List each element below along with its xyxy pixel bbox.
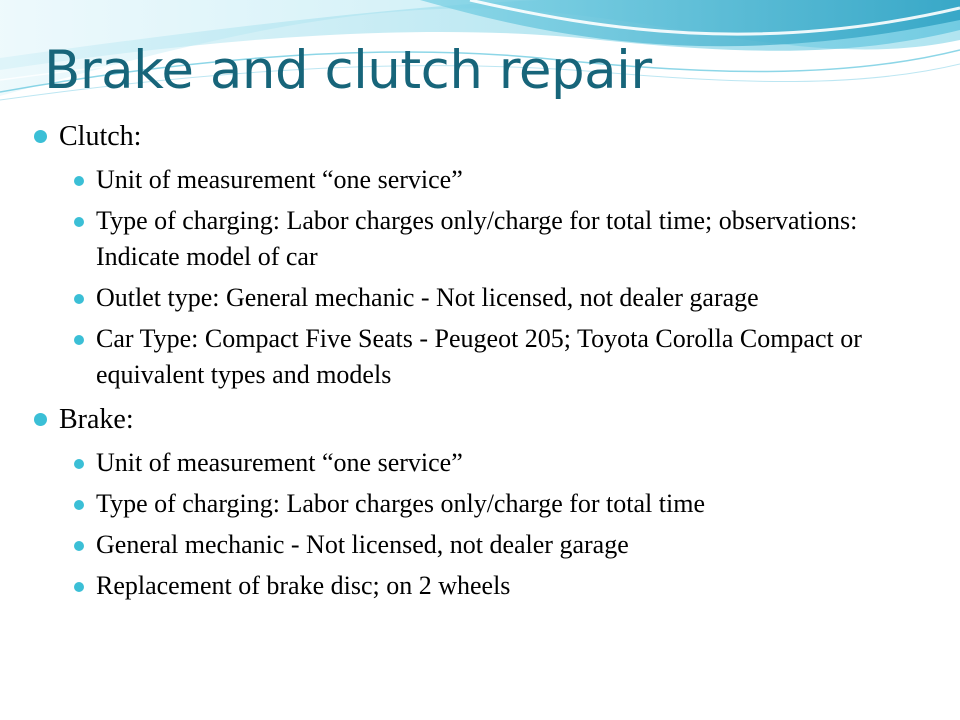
slide-title: Brake and clutch repair: [44, 40, 652, 101]
list-item-text: Unit of measurement “one service”: [96, 165, 463, 194]
bullet-icon: [34, 413, 47, 426]
list-item: [96, 486, 934, 522]
list-item-text: Outlet type: General mechanic - Not licensed, not dealer garage: [96, 283, 759, 312]
clutch-items: [34, 162, 934, 393]
section-heading-text: Brake:: [59, 404, 134, 435]
bullet-icon: [74, 500, 84, 510]
list-item-text: Car Type: Compact Five Seats - Peugeot 205; Toyota Corolla Compact or equivalent types and models: [96, 324, 862, 389]
bullet-icon: [74, 459, 84, 469]
section-heading-text: Clutch:: [59, 121, 142, 152]
list-item: [96, 162, 934, 198]
list-item: [96, 203, 934, 275]
brake-items: [34, 445, 934, 604]
bullet-icon: [74, 217, 84, 227]
list-item-text: Type of charging: Labor charges only/charge for total time: [96, 489, 705, 518]
section-heading-brake: [34, 399, 934, 441]
bullet-icon: [74, 582, 84, 592]
bullet-icon: [74, 176, 84, 186]
bullet-content: [34, 116, 934, 610]
list-item: [96, 445, 934, 481]
list-item-text: General mechanic - Not licensed, not dealer garage: [96, 530, 629, 559]
list-item: [96, 527, 934, 563]
section-heading-clutch: [34, 116, 934, 158]
list-item-text: Replacement of brake disc; on 2 wheels: [96, 571, 511, 600]
list-item-text: Unit of measurement “one service”: [96, 448, 463, 477]
list-item: [96, 280, 934, 316]
bullet-icon: [74, 294, 84, 304]
bullet-icon: [74, 541, 84, 551]
list-item: [96, 568, 934, 604]
bullet-icon: [74, 335, 84, 345]
bullet-icon: [34, 130, 47, 143]
list-item: [96, 321, 934, 393]
list-item-text: Type of charging: Labor charges only/charge for total time; observations: Indicate model of car: [96, 206, 858, 271]
